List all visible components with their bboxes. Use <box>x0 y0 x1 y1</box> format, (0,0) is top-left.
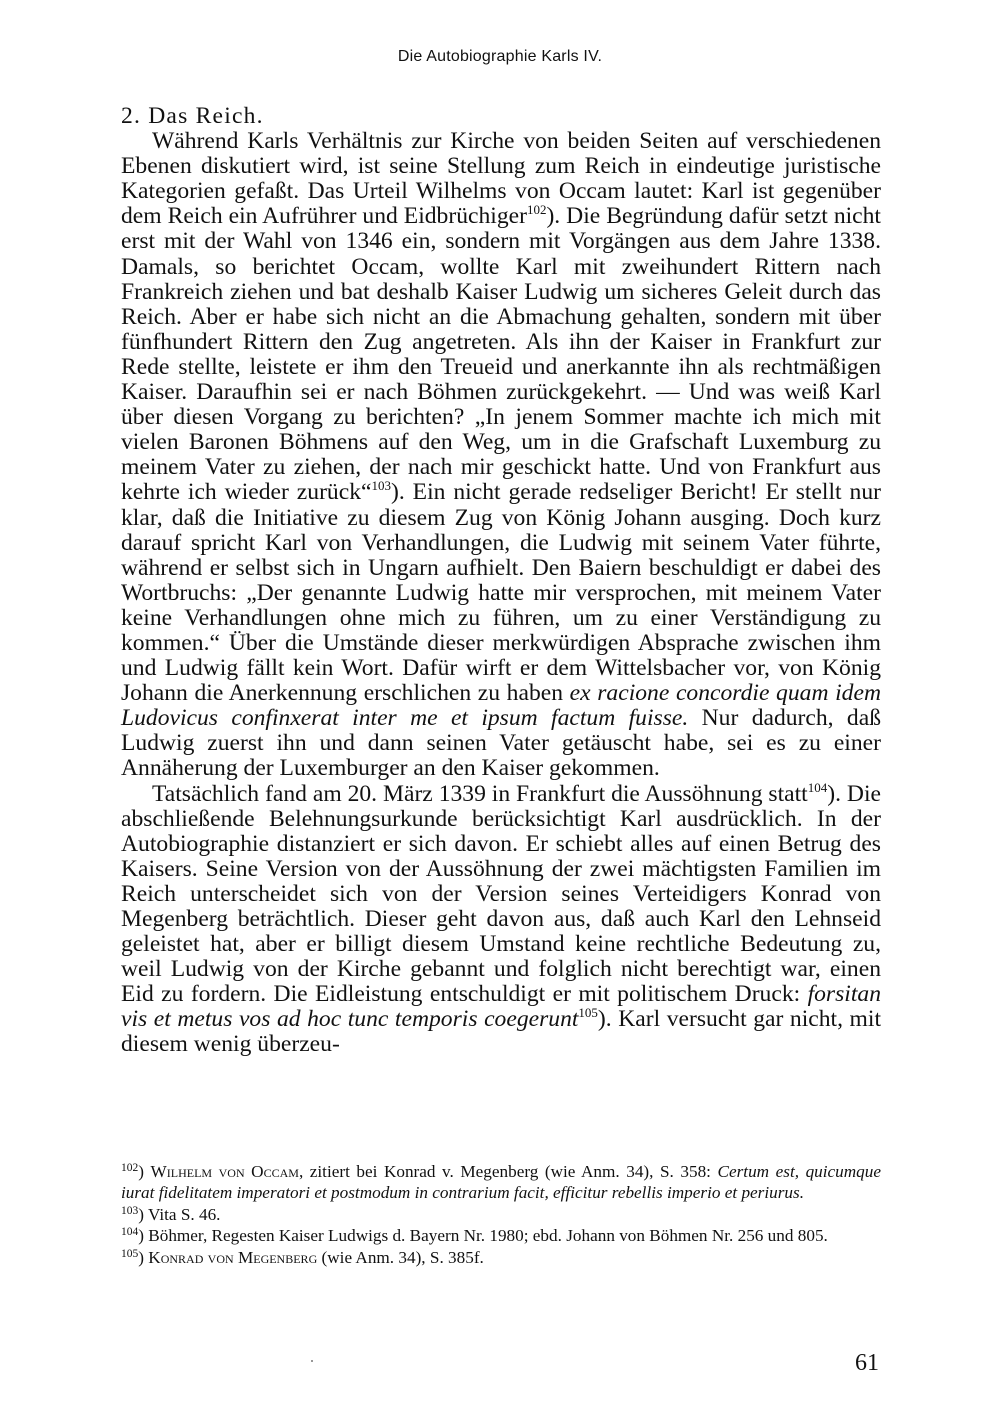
page-number: 61 <box>855 1350 879 1376</box>
footnote-text: Vita S. 46. <box>143 1204 221 1224</box>
footnote-ref-105[interactable]: 105 <box>578 1005 598 1021</box>
paragraph-2-text-b: ). Die abschließende Belehnungsurkunde berücksichtigt Karl ausdrücklich. In der Autobiographie distanziert er sich davon. Er schiebt alles auf einen Betrug des Kaisers. Seine Version von der Aussöhnung der zwei mächtigsten Familien im Reich unterscheidet sich von der Version seines Verteidigers Konrad von Megenberg beträchtlich. Dieser geht davon aus, daß auch Karl den Lehnseid geleistet hat, aber er billigt diesem Umstand keine rechtliche Bedeutung zu, weil Ludwig von der Kirche gebannt und folglich nicht berechtigt war, einen Eid zu fordern. Die Eidleistung entschuldigt er mit politischem Druck: <box>121 780 881 1008</box>
footnote-ref-103[interactable]: 103 <box>371 478 391 494</box>
footnote-ref-102[interactable]: 102 <box>526 202 547 218</box>
latin-quote-1: ex racione concordie quam idem Ludovicus confinxerat inter me et ipsum factum fuisse. <box>121 680 881 732</box>
footnote-103: $^{103}$) Vita S. 46. <box>121 1204 221 1224</box>
footnote-mark: 103 <box>121 1204 139 1217</box>
paragraph-2 <box>121 779 881 1058</box>
main-text <box>121 104 881 1058</box>
paragraph-2-text-c: ). Karl versucht gar nicht, mit diesem wenig überzeu- <box>121 1006 881 1058</box>
paragraph-1-text-d: Nur dadurch, daß Ludwig zuerst ihn und dann seinen Vater getäuscht habe, sei es zu einer Annäherung der Luxemburger an den Kaiser gekommen. <box>121 705 881 782</box>
footnote-mark: 102 <box>121 1162 139 1174</box>
footnote-ref-104[interactable]: 104 <box>807 779 828 795</box>
latin-quote-2: forsitan vis et metus vos ad hoc tunc temporis coegerunt <box>121 981 881 1033</box>
footnote-104: $^{104}$) Böhmer, Regesten Kaiser Ludwigs d. Bayern Nr. 1980; ebd. Johann von Böhmen Nr. 256 und 805. <box>121 1226 828 1246</box>
section-heading: 2. Das Reich. <box>121 103 264 129</box>
footnote-text: Böhmer, Regesten Kaiser Ludwigs d. Bayern Nr. 1980; ebd. Johann von Böhmen Nr. 256 und 805. <box>143 1226 828 1246</box>
paragraph-1-text-c: ). Ein nicht gerade redseliger Bericht! Er stellt nur klar, daß die Initiative zu diesem Zug von König Johann ausging. Doch kurz darauf spricht Karl von Verhandlungen, die Ludwig mit seinem Vater führte, während er selbst sich in Ungarn aufhielt. Den Baiern beschuldigt er dabei des Wortbruchs: „Der genannte Ludwig hatte mir versprochen, mit meinem Vater keine Verhandlungen ohne mich zu führen, um zu einer Verständigung zu kommen.“ Über die Umstände dieser merkwürdigen Absprache zwischen ihm und Ludwig fällt kein Wort. Dafür wirft er dem Wittelsbacher vor, von König Johann die Anerkennung erschlichen zu haben <box>121 479 881 707</box>
scan-speck <box>311 1360 313 1362</box>
footnote-105: $^{105}$) Konrad von Megenberg (wie Anm. 34), S. 385f. <box>121 1247 484 1267</box>
footnote-mark: 104 <box>121 1226 139 1239</box>
footnote-102: $^{102}$) Wilhelm von Occam, zitiert bei Konrad v. Megenberg (wie Anm. 34), S. 358: Certum est, quicumque iurat fidelitatem imperatori et postmodum in contrarium facit, efficitur rebellis imperio et periurus. <box>121 1162 881 1203</box>
paragraph-1-text-b: ). Die Begründung dafür setzt nicht erst mit der Wahl von 1346 ein, sondern mit Vorgängen aus dem Jahre 1338. Damals, so berichtet Occam, wollte Karl mit zweihundert Rittern nach Frankreich ziehen und bat deshalb Kaiser Ludwig um sicheres Geleit durch das Reich. Aber er habe sich nicht an die Abmachung gehalten, sondern mit über fünfhundert Rittern den Zug angetreten. Als ihn der Kaiser in Frankfurt zur Rede stellte, leistete er ihm den Treueid und anerkannte ihn als rechtmäßigen Kaiser. Daraufhin sei er nach Böhmen zurückgekehrt. — Und was weiß Karl über diesen Vorgang zu berichten? „In jenem Sommer machte ich mich mit vielen Baronen Böhmens auf den Weg, um in die Grafschaft Luxemburg zu meinem Vater zu ziehen, der nach mir geschickt hatte. Und von Frankfurt aus kehrte ich wieder zurück“ <box>121 203 881 506</box>
footnote-text: , zitiert bei Konrad v. Megenberg (wie Anm. 34), S. 358: <box>298 1162 718 1181</box>
paragraph-1 <box>121 129 881 781</box>
author-name: Konrad von Megenberg <box>148 1247 318 1267</box>
paragraph-2-text-a: Tatsächlich fand am 20. März 1339 in Frankfurt die Aussöhnung statt <box>152 780 808 807</box>
footnote-mark: 105 <box>121 1247 139 1260</box>
paragraph-1-text-a: Während Karls Verhältnis zur Kirche von beiden Seiten auf verschiedenen Ebenen diskutiert wird, ist seine Stellung zum Reich in eindeutige juristische Kategorien gefaßt. Das Urteil Wilhelms von Occam lautet: Karl ist gegenüber dem Reich ein Aufrührer und Eidbrüchiger <box>121 128 881 230</box>
running-title: Die Autobiographie Karls IV. <box>397 48 603 65</box>
footnote-latin: Certum est, quicumque iurat fidelitatem imperatori et postmodum in contrarium facit, efficitur rebellis imperio et periurus. <box>121 1162 881 1203</box>
author-name: Wilhelm von Occam <box>150 1162 299 1181</box>
footnotes <box>121 1161 881 1268</box>
footnote-text: (wie Anm. 34), S. 385f. <box>317 1247 484 1267</box>
